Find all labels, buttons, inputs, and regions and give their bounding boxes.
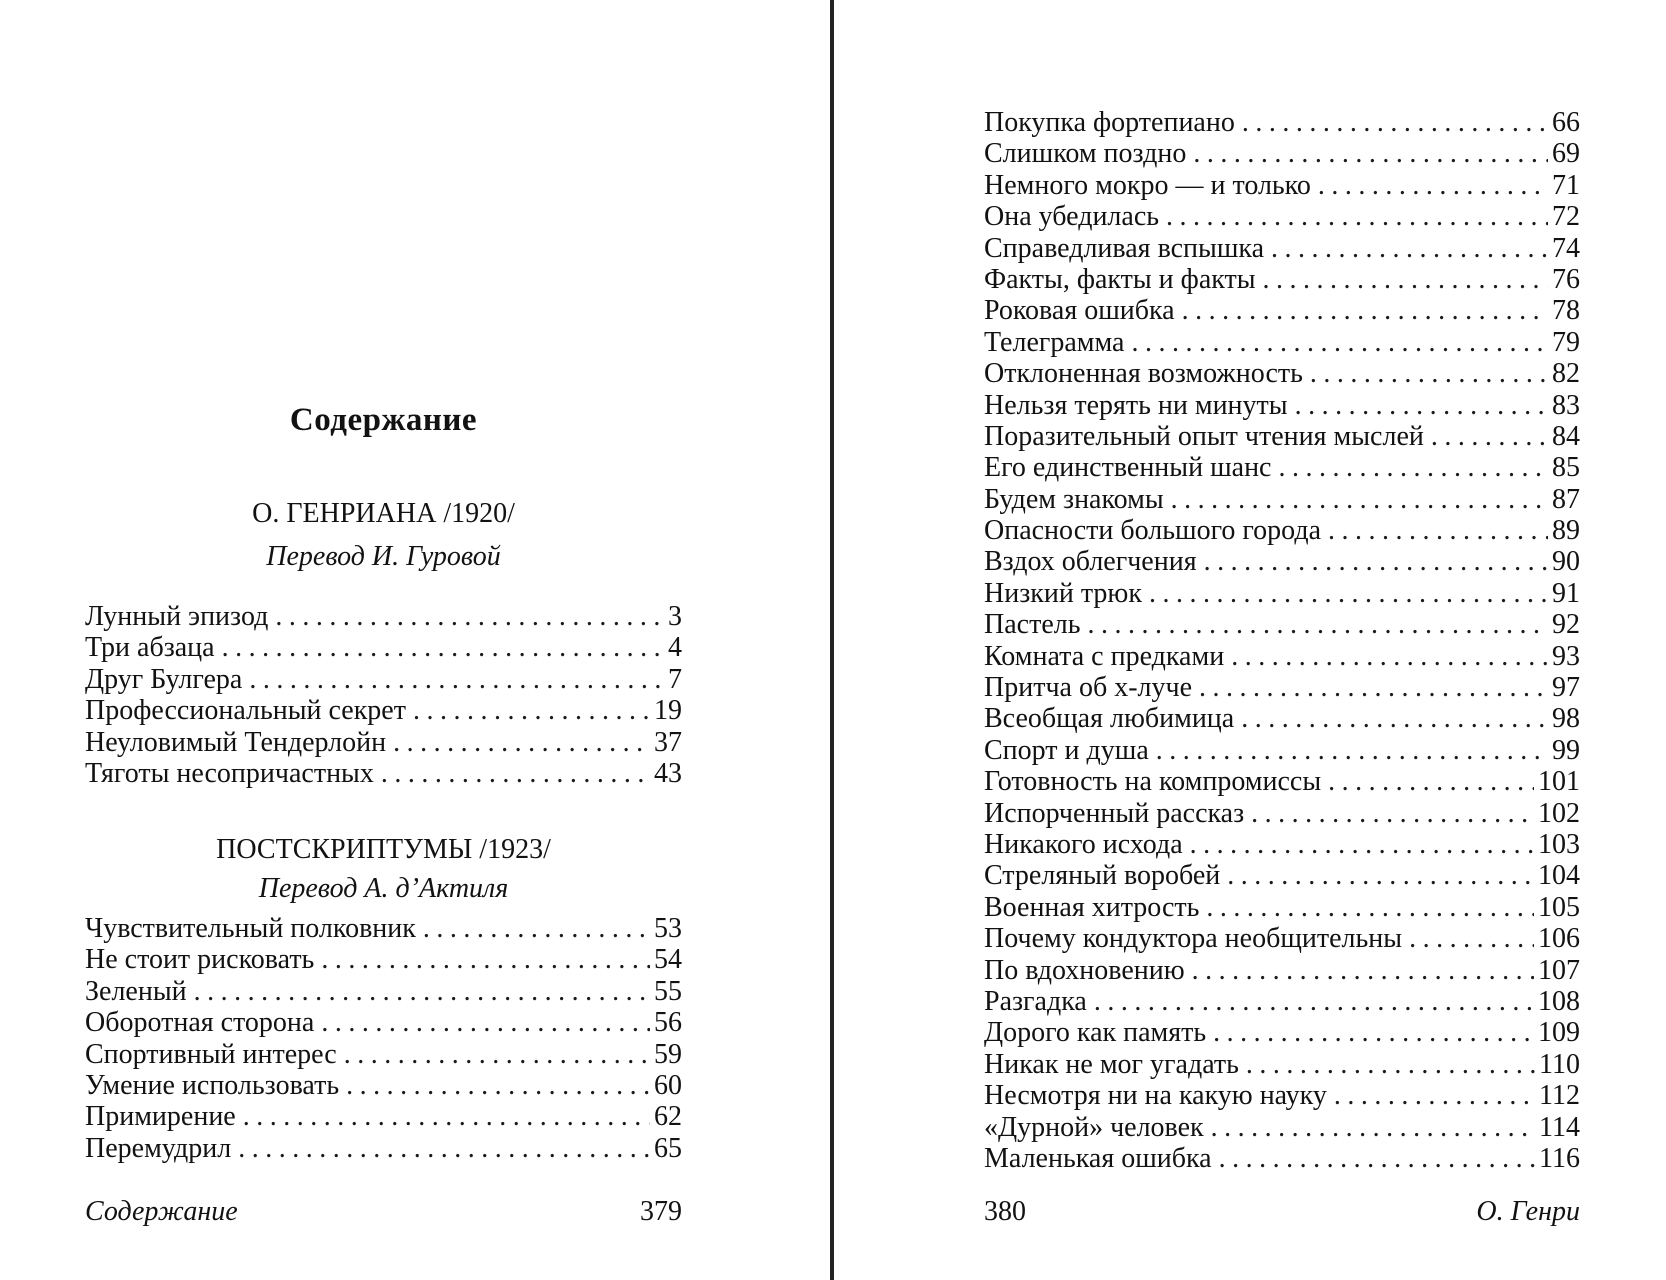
toc-entry-title: Отклоненная возможность <box>984 358 1303 390</box>
toc-entry <box>984 641 1580 672</box>
toc-entry <box>984 107 1580 138</box>
toc-entry-title: Спорт и душа <box>984 734 1149 766</box>
toc-entry-page: 90 <box>1552 546 1580 578</box>
toc-entry-title: Чувствительный полковник <box>85 913 416 944</box>
toc-entry <box>85 1039 682 1070</box>
toc-entry <box>984 327 1580 358</box>
toc-entry-page: 62 <box>654 1101 682 1133</box>
dot-leader <box>243 1101 650 1132</box>
toc-entry-title: Маленькая ошибка <box>984 1142 1212 1174</box>
toc-entry-title: Всеобщая любимица <box>984 703 1235 735</box>
toc-entry-title: Несмотря ни на какую науку <box>984 1080 1327 1112</box>
toc-entry-page: 107 <box>1538 954 1580 986</box>
toc-entry-page: 59 <box>654 1038 682 1070</box>
toc-entry-page: 93 <box>1552 640 1580 672</box>
page-number-right: 380 <box>984 1196 1026 1227</box>
dot-leader <box>321 944 650 975</box>
running-title: Содержание <box>85 1196 238 1227</box>
dot-leader <box>381 758 650 789</box>
toc-entry-title: Лунный эпизод <box>85 601 269 632</box>
dot-leader <box>346 1070 650 1101</box>
toc-entry-title: Тяготы несопричастных <box>85 757 374 789</box>
toc-entry-title: Никак не мог угадать <box>984 1048 1239 1080</box>
page-divider <box>830 0 834 1280</box>
toc-entry-title: Оборотная сторона <box>85 1007 315 1039</box>
toc-entry-page: 101 <box>1538 766 1580 798</box>
toc-entry <box>984 201 1580 232</box>
toc-list-genriana <box>85 601 682 789</box>
toc-entry-page: 66 <box>1552 107 1580 138</box>
toc-entry-title: Немного мокро — и только <box>984 169 1311 201</box>
section-translator-genriana: Перевод И. Гуровой <box>266 541 501 572</box>
toc-entry-page: 114 <box>1539 1111 1580 1143</box>
toc-entry-title: Пастель <box>984 609 1081 641</box>
dot-leader <box>1278 452 1548 483</box>
toc-entry-title: Вздох облегчения <box>984 546 1197 578</box>
toc-entry-page: 43 <box>654 757 682 789</box>
dot-leader <box>1231 641 1548 672</box>
dot-leader <box>1213 1017 1534 1048</box>
toc-entry-page: 92 <box>1552 609 1580 641</box>
toc-entry-page: 104 <box>1538 860 1580 892</box>
dot-leader <box>1166 201 1548 232</box>
page-title: Содержание <box>289 402 478 438</box>
toc-entry-title: Профессиональный секрет <box>85 695 406 727</box>
toc-entry-title: Испорченный рассказ <box>984 797 1245 829</box>
toc-entry <box>984 860 1580 891</box>
toc-entry <box>984 515 1580 546</box>
toc-entry-page: 97 <box>1552 672 1580 704</box>
toc-entry <box>984 955 1580 986</box>
toc-entry <box>85 1101 682 1132</box>
toc-entry-page: 102 <box>1538 797 1580 829</box>
dot-leader <box>1190 829 1534 860</box>
dot-leader <box>1219 1143 1535 1174</box>
toc-entry-title: Разгадка <box>984 985 1087 1017</box>
toc-entry-title: Дорого как память <box>984 1017 1207 1049</box>
toc-entry-title: Притча об х-луче <box>984 672 1193 704</box>
toc-entry-page: 60 <box>654 1069 682 1101</box>
toc-entry <box>85 1133 682 1164</box>
toc-entry <box>85 1070 682 1101</box>
toc-entry-title: Низкий трюк <box>984 577 1142 609</box>
toc-entry-page: 69 <box>1552 138 1580 170</box>
dot-leader <box>1094 986 1534 1017</box>
toc-entry-page: 106 <box>1538 923 1580 955</box>
left-page-footer <box>85 1196 682 1228</box>
section-heading-genriana: О. ГЕНРИАНА /1920/ <box>252 498 515 529</box>
toc-entry-page: 105 <box>1538 891 1580 923</box>
toc-entry-title: Военная хитрость <box>984 891 1200 923</box>
toc-entry-page: 91 <box>1552 577 1580 609</box>
toc-entry-page: 84 <box>1552 420 1580 452</box>
toc-entry-page: 110 <box>1539 1048 1580 1080</box>
dot-leader <box>1206 892 1534 923</box>
dot-leader <box>1182 295 1548 326</box>
dot-leader <box>1171 484 1548 515</box>
toc-entry-page: 87 <box>1552 483 1580 515</box>
toc-entry <box>984 703 1580 734</box>
book-author: О. Генри <box>1476 1196 1580 1227</box>
toc-entry-title: Справедливая вспышка <box>984 232 1265 264</box>
toc-entry-page: 116 <box>1539 1142 1580 1174</box>
toc-entry-title: Никакого исхода <box>984 828 1183 860</box>
toc-entry-title: Телеграмма <box>984 326 1125 358</box>
dot-leader <box>413 695 650 726</box>
toc-entry-page: 3 <box>668 601 682 632</box>
toc-entry <box>984 923 1580 954</box>
dot-leader <box>344 1039 650 1070</box>
toc-entry <box>85 632 682 663</box>
dot-leader <box>1242 107 1548 138</box>
toc-entry <box>984 609 1580 640</box>
toc-entry <box>85 913 682 944</box>
toc-entry-title: Стреляный воробей <box>984 860 1221 892</box>
toc-entry <box>984 484 1580 515</box>
dot-leader <box>1211 1112 1535 1143</box>
toc-entry <box>984 233 1580 264</box>
toc-entry <box>984 170 1580 201</box>
toc-entry-page: 54 <box>654 944 682 976</box>
toc-entry-title: Почему кондуктора необщительны <box>984 923 1403 955</box>
toc-entry-page: 74 <box>1552 232 1580 264</box>
toc-entry <box>85 695 682 726</box>
toc-entry <box>984 546 1580 577</box>
page-left <box>85 0 682 1280</box>
toc-entry-title: Зеленый <box>85 975 187 1007</box>
toc-entry <box>85 601 682 632</box>
toc-entry-page: 79 <box>1552 326 1580 358</box>
toc-entry-title: Его единственный шанс <box>984 452 1272 484</box>
toc-entry-page: 99 <box>1552 734 1580 766</box>
toc-entry <box>984 986 1580 1017</box>
toc-entry <box>85 976 682 1007</box>
toc-entry <box>85 944 682 975</box>
toc-entry <box>85 758 682 789</box>
toc-entry <box>984 735 1580 766</box>
toc-entry <box>984 264 1580 295</box>
dot-leader <box>1271 233 1548 264</box>
toc-entry <box>984 295 1580 326</box>
dot-leader <box>1193 138 1548 169</box>
toc-entry-page: 56 <box>654 1007 682 1039</box>
toc-entry-page: 72 <box>1552 201 1580 233</box>
dot-leader <box>1431 421 1548 452</box>
toc-entry-title: Примирение <box>85 1101 236 1133</box>
dot-leader <box>249 664 664 695</box>
toc-entry <box>984 1080 1580 1111</box>
toc-entry-page: 109 <box>1538 1017 1580 1049</box>
dot-leader <box>1328 766 1534 797</box>
toc-entry-page: 53 <box>654 913 682 944</box>
toc-entry-page: 103 <box>1538 828 1580 860</box>
toc-entry-title: «Дурной» человек <box>984 1111 1204 1143</box>
toc-entry-title: Поразительный опыт чтения мыслей <box>984 420 1424 452</box>
dot-leader <box>1246 1049 1535 1080</box>
dot-leader <box>222 632 664 663</box>
toc-entry-page: 108 <box>1538 985 1580 1017</box>
toc-entry-title: Роковая ошибка <box>984 295 1175 327</box>
dot-leader <box>1192 955 1534 986</box>
toc-entry <box>984 421 1580 452</box>
toc-entry-page: 7 <box>668 663 682 695</box>
toc-entry-title: Слишком поздно <box>984 138 1187 170</box>
right-page-footer <box>984 1196 1580 1228</box>
dot-leader <box>1328 515 1548 546</box>
toc-entry <box>984 1143 1580 1174</box>
toc-entry-page: 82 <box>1552 358 1580 390</box>
toc-entry-title: Она убедилась <box>984 201 1160 233</box>
dot-leader <box>1295 390 1548 421</box>
dot-leader <box>238 1133 650 1164</box>
toc-entry-page: 4 <box>668 632 682 664</box>
dot-leader <box>1204 546 1548 577</box>
toc-entry-title: Факты, факты и факты <box>984 263 1256 295</box>
dot-leader <box>1156 735 1548 766</box>
toc-entry <box>984 1112 1580 1143</box>
dot-leader <box>393 727 650 758</box>
toc-entry <box>984 892 1580 923</box>
dot-leader <box>1149 578 1548 609</box>
toc-entry-page: 71 <box>1552 169 1580 201</box>
toc-entry-title: Опасности большого города <box>984 515 1322 547</box>
toc-list-continued <box>984 107 1580 1174</box>
dot-leader <box>1199 672 1548 703</box>
dot-leader <box>321 1007 650 1038</box>
toc-entry <box>85 1007 682 1038</box>
toc-entry-title: Не стоит рисковать <box>85 944 315 976</box>
dot-leader <box>1263 264 1548 295</box>
toc-entry-page: 37 <box>654 726 682 758</box>
toc-entry <box>984 1017 1580 1048</box>
toc-entry <box>85 664 682 695</box>
toc-entry-page: 78 <box>1552 295 1580 327</box>
toc-entry-title: По вдохновению <box>984 954 1185 986</box>
toc-entry-title: Спортивный интерес <box>85 1038 337 1070</box>
toc-entry <box>984 766 1580 797</box>
dot-leader <box>1131 327 1548 358</box>
toc-entry-title: Готовность на компромиссы <box>984 766 1322 798</box>
toc-entry-title: Комната с предками <box>984 640 1225 672</box>
toc-entry-page: 55 <box>654 975 682 1007</box>
page-number-left: 379 <box>640 1196 682 1227</box>
dot-leader <box>1227 860 1534 891</box>
dot-leader <box>275 601 664 632</box>
toc-entry <box>984 672 1580 703</box>
toc-entry <box>984 452 1580 483</box>
toc-entry-page: 65 <box>654 1132 682 1164</box>
toc-entry-page: 83 <box>1552 389 1580 421</box>
toc-entry <box>984 578 1580 609</box>
dot-leader <box>1241 703 1548 734</box>
toc-entry-title: Три абзаца <box>85 632 215 664</box>
toc-entry-title: Неуловимый Тендерлойн <box>85 726 387 758</box>
toc-entry <box>984 1049 1580 1080</box>
dot-leader <box>194 976 650 1007</box>
toc-entry <box>984 390 1580 421</box>
toc-entry <box>984 829 1580 860</box>
dot-leader <box>1310 358 1548 389</box>
toc-entry <box>85 727 682 758</box>
toc-entry <box>984 358 1580 389</box>
section-translator-postscripts: Перевод А. д’Актиля <box>258 873 509 904</box>
dot-leader <box>1087 609 1548 640</box>
dot-leader <box>1318 170 1548 201</box>
section-heading-postscripts: ПОСТСКРИПТУМЫ /1923/ <box>216 834 551 865</box>
dot-leader <box>1409 923 1534 954</box>
toc-entry-title: Будем знакомы <box>984 483 1164 515</box>
toc-entry-page: 19 <box>654 695 682 727</box>
toc-entry-title: Нельзя терять ни минуты <box>984 389 1288 421</box>
dot-leader <box>423 913 650 944</box>
toc-list-postscripts <box>85 913 682 1164</box>
toc-entry-page: 112 <box>1539 1080 1580 1112</box>
page-right <box>984 0 1580 1280</box>
toc-entry-page: 85 <box>1552 452 1580 484</box>
dot-leader <box>1251 798 1534 829</box>
toc-entry-page: 76 <box>1552 263 1580 295</box>
toc-entry-title: Друг Булгера <box>85 663 243 695</box>
toc-entry-title: Умение использовать <box>85 1069 340 1101</box>
toc-entry <box>984 798 1580 829</box>
toc-entry <box>984 138 1580 169</box>
toc-entry-title: Покупка фортепиано <box>984 107 1235 138</box>
dot-leader <box>1334 1080 1535 1111</box>
toc-entry-page: 98 <box>1552 703 1580 735</box>
toc-entry-page: 89 <box>1552 515 1580 547</box>
toc-entry-title: Перемудрил <box>85 1132 232 1164</box>
